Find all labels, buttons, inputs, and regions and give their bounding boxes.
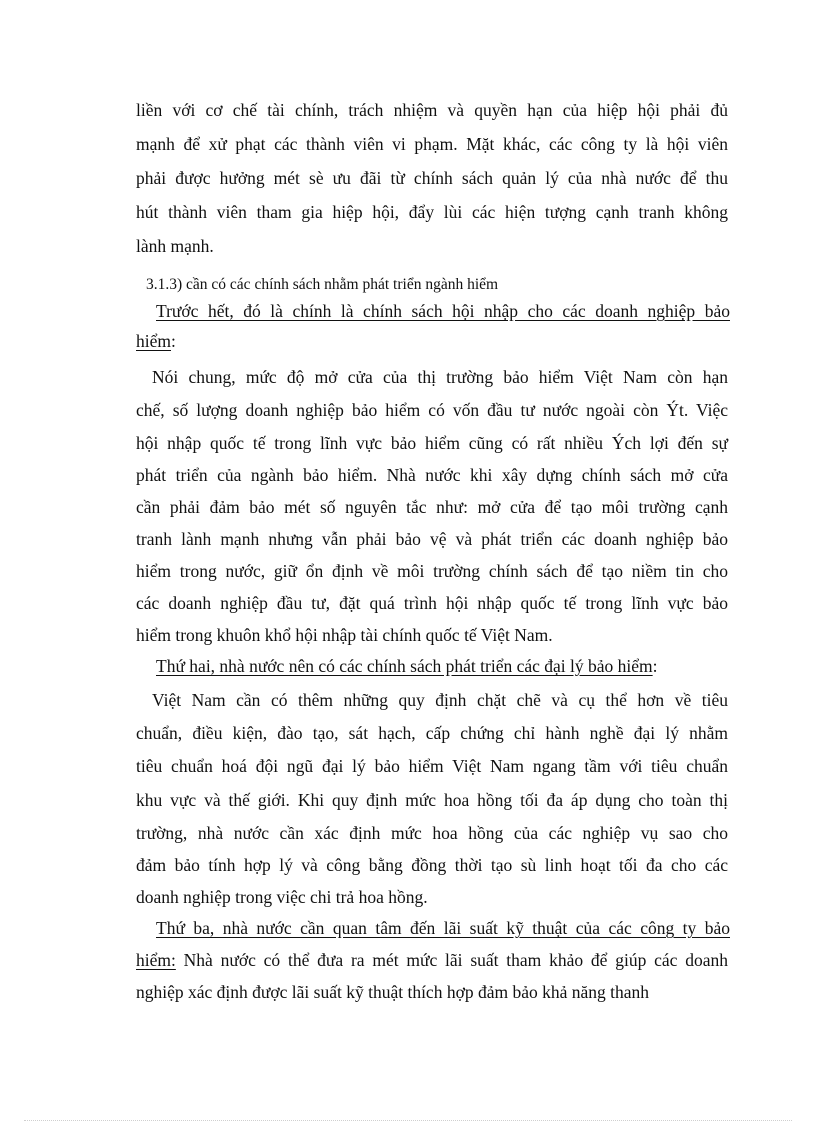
- paragraph-line: tranh lành mạnh nhưng vẫn phải bảo vệ và phát triển các doanh nghiệp bảo: [136, 529, 728, 549]
- policy-2-title-colon: :: [652, 656, 658, 676]
- paragraph-line: lành mạnh.: [136, 236, 214, 256]
- paragraph-line: hiểm trong nước, giữ ổn định về môi trường chính sách để tạo niềm tin cho: [136, 561, 728, 581]
- page-bottom-divider: [24, 1120, 792, 1121]
- paragraph-text: Nhà nước có thể đưa ra mét mức lãi suất tham khảo để giúp các doanh: [175, 950, 728, 970]
- paragraph-line: hiểm trong khuôn khổ hội nhập tài chính quốc tế Việt Nam.: [136, 625, 553, 645]
- policy-1-title-continued: [136, 331, 728, 351]
- paragraph-line: hội nhập quốc tế trong lĩnh vực bảo hiểm cũng có rất nhiều Ých lợi đến sự: [136, 433, 728, 453]
- paragraph-line: chuẩn, điều kiện, đào tạo, sát hạch, cấp chứng chỉ hành nghề đại lý nhằm: [136, 723, 728, 743]
- paragraph-line: hút thành viên tham gia hiệp hội, đẩy lùi các hiện tượng cạnh tranh không: [136, 202, 728, 222]
- policy-3-title-continued: [136, 950, 728, 970]
- section-heading: 3.1.3) cần có các chính sách nhằm phát triển ngành hiểm: [146, 276, 499, 293]
- policy-3-title: [156, 918, 730, 938]
- policy-3-title-text: hiểm:: [136, 950, 176, 970]
- policy-1-title-colon: :: [171, 331, 176, 351]
- paragraph-line: nghiệp xác định được lãi suất kỹ thuật thích hợp đảm bảo khả năng thanh: [136, 982, 650, 1002]
- paragraph-line: Nói chung, mức độ mở cửa của thị trường bảo hiểm Việt Nam còn hạn: [152, 367, 728, 387]
- paragraph-line: các doanh nghiệp đầu tư, đặt quá trình hội nhập quốc tế trong lĩnh vực bảo: [136, 593, 728, 613]
- policy-1-title: [156, 301, 730, 321]
- paragraph-line: trường, nhà nước cần xác định mức hoa hồng của các nghiệp vụ sao cho: [136, 823, 728, 843]
- paragraph-line: Việt Nam cần có thêm những quy định chặt chẽ và cụ thể hơn về tiêu: [152, 690, 728, 710]
- policy-1-title-text: hiểm: [136, 331, 171, 351]
- paragraph-line: cần phải đảm bảo mét số nguyên tắc như: mở cửa để tạo môi trường cạnh: [136, 497, 728, 517]
- paragraph-line: liền với cơ chế tài chính, trách nhiệm và quyền hạn của hiệp hội phải đủ: [136, 100, 728, 120]
- paragraph-line: phải được hưởng mét sè ưu đãi từ chính sách quản lý của nhà nước để thu: [136, 168, 728, 188]
- policy-2-title-text: Thứ hai, nhà nước nên có các chính sách phát triển các đại lý bảo hiểm: [156, 656, 653, 676]
- paragraph-line: mạnh để xử phạt các thành viên vi phạm. Mặt khác, các công ty là hội viên: [136, 134, 728, 154]
- paragraph-line: đảm bảo tính hợp lý và công bằng đồng thời tạo sù linh hoạt tối đa cho các: [136, 855, 728, 875]
- policy-3-title-text: Thứ ba, nhà nước cần quan tâm đến lãi suất kỹ thuật của các công ty bảo: [156, 918, 730, 938]
- paragraph-line: doanh nghiệp trong việc chi trả hoa hồng.: [136, 887, 428, 907]
- policy-2-title: [156, 656, 730, 676]
- policy-1-title-text: Trước hết, đó là chính là chính sách hội nhập cho các doanh nghiệp bảo: [156, 301, 730, 321]
- paragraph-line: tiêu chuẩn hoá đội ngũ đại lý bảo hiểm Việt Nam ngang tầm với tiêu chuẩn: [136, 756, 728, 776]
- paragraph-line: chế, số lượng doanh nghiệp bảo hiểm có vốn đầu tư nước ngoài còn Ýt. Việc: [136, 400, 728, 420]
- paragraph-line: khu vực và thế giới. Khi quy định mức hoa hồng tối đa áp dụng cho toàn thị: [136, 790, 728, 810]
- paragraph-line: phát triển của ngành bảo hiểm. Nhà nước khi xây dựng chính sách mở cửa: [136, 465, 728, 485]
